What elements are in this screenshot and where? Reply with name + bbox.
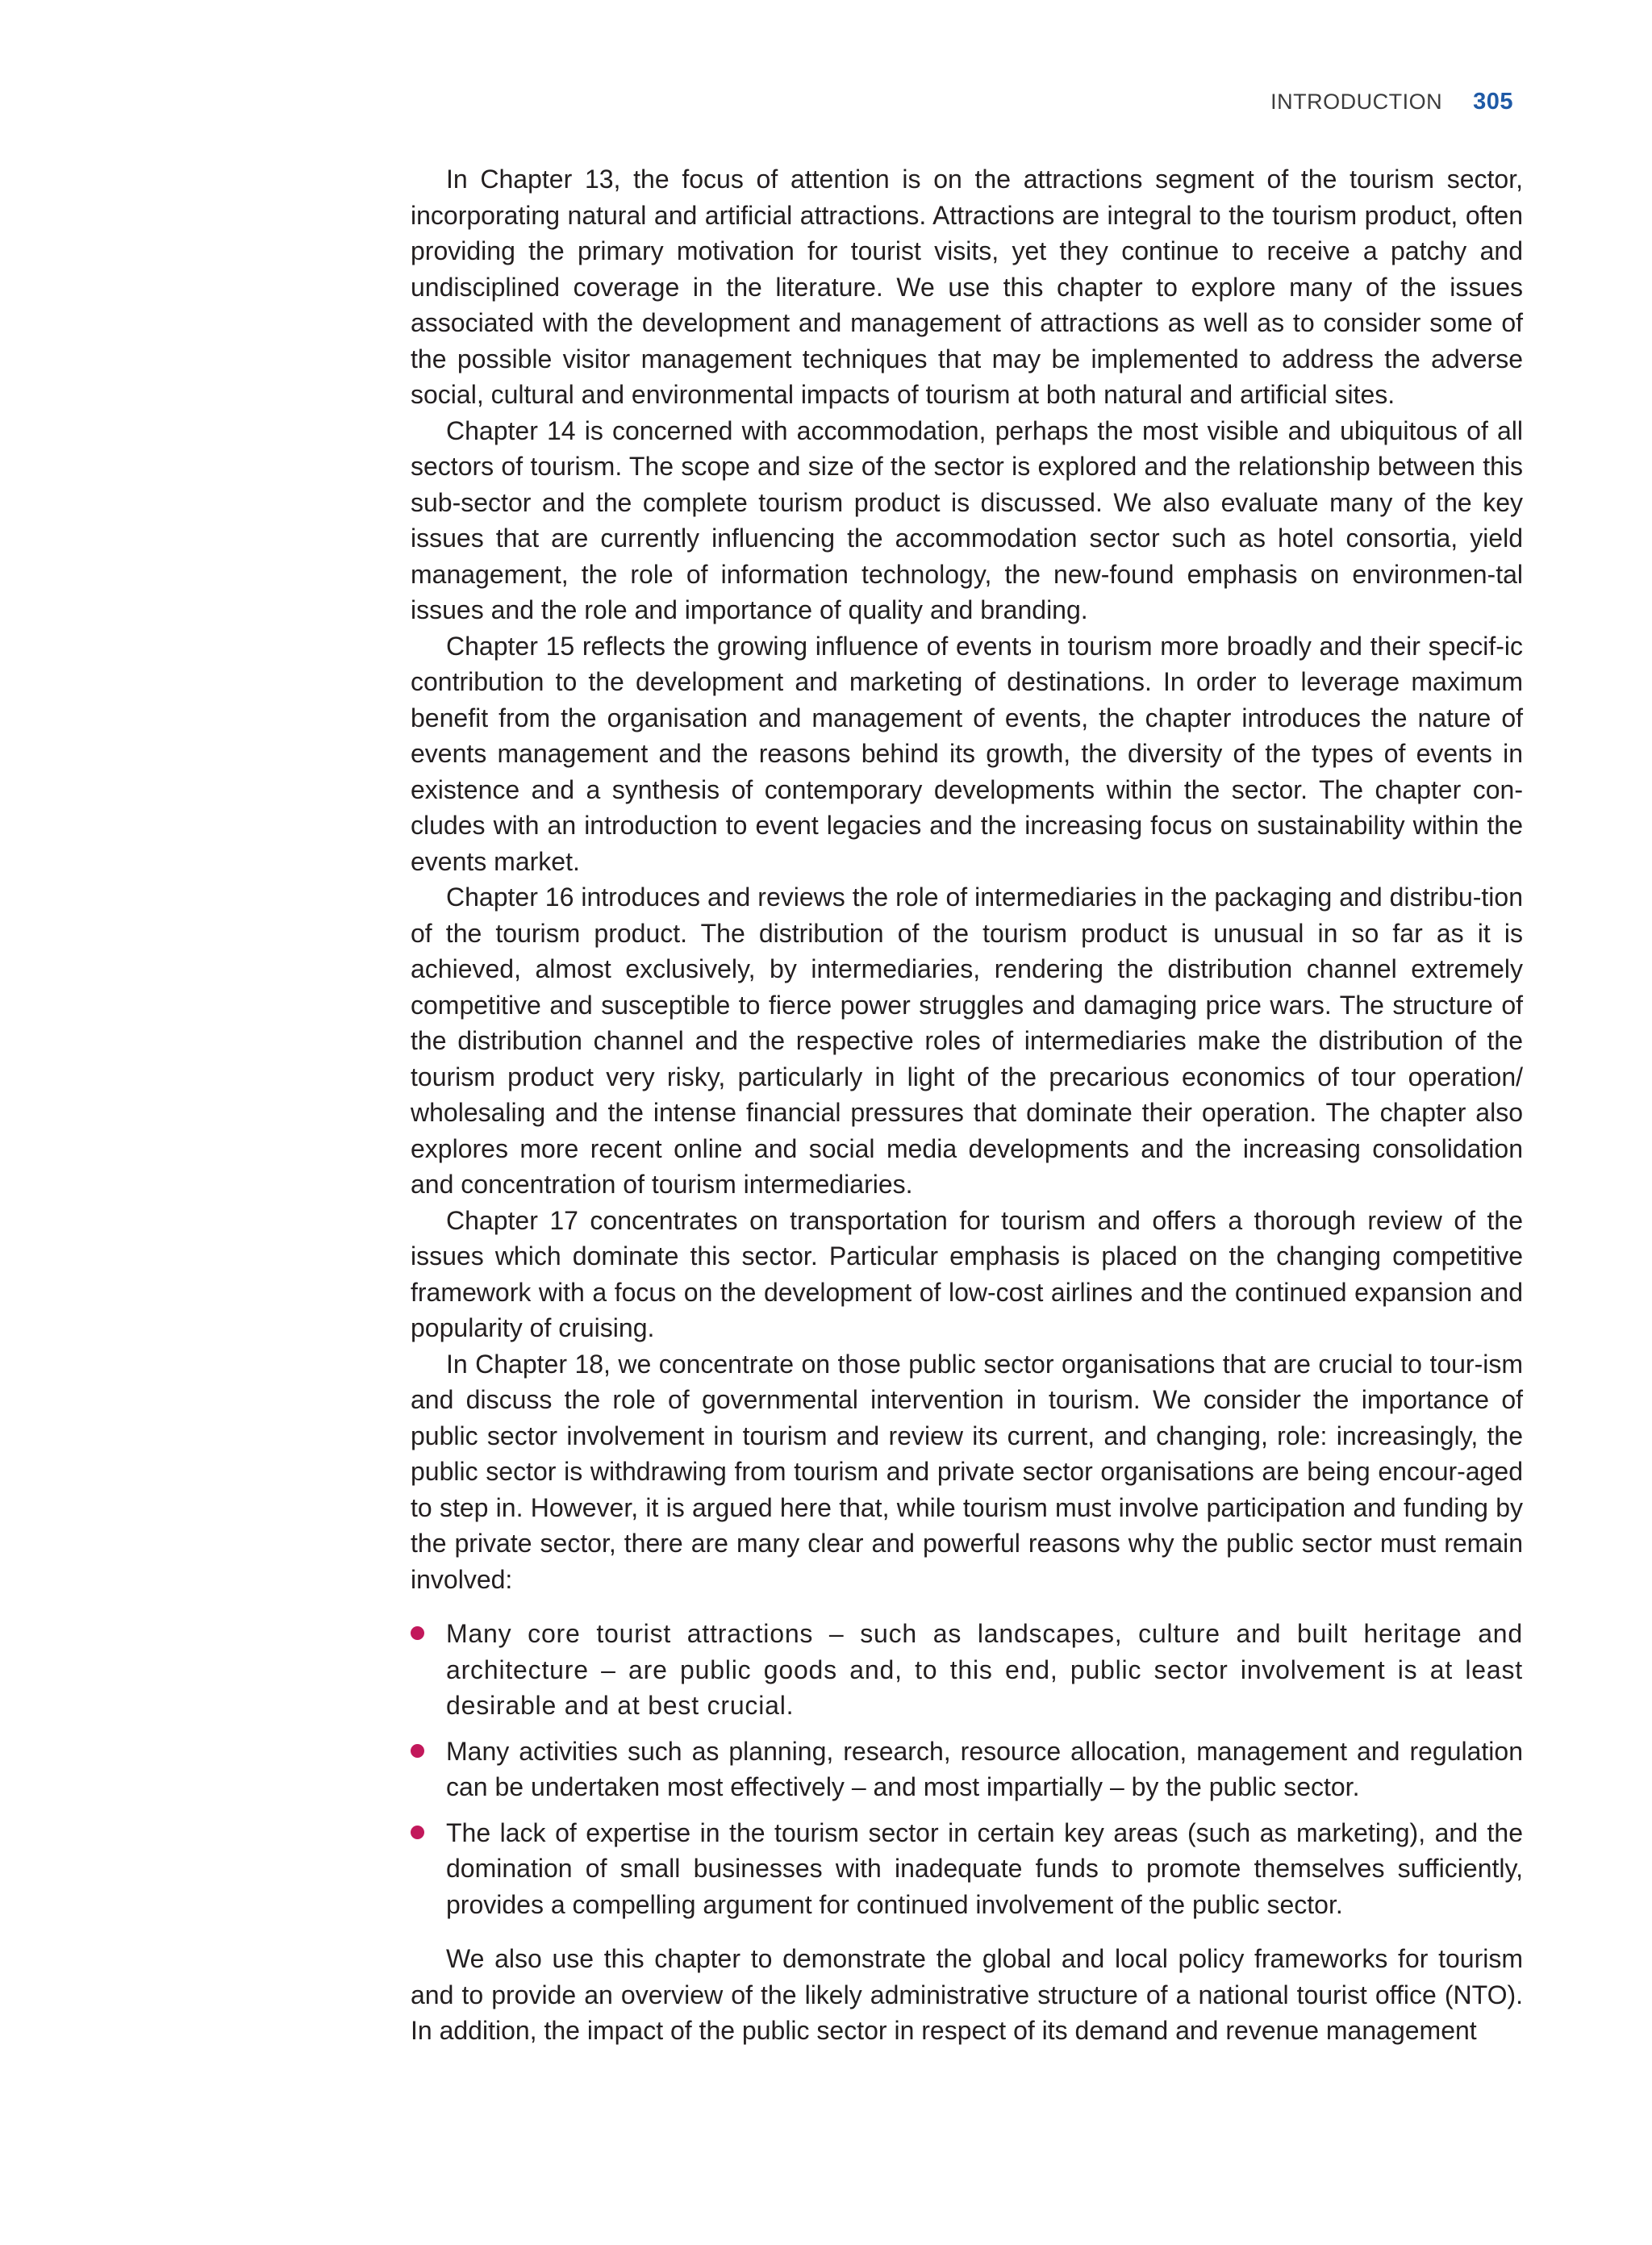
bullet-item bbox=[411, 1616, 1523, 1724]
bullet-dot-icon bbox=[411, 1826, 424, 1839]
paragraph-chapter-18: In Chapter 18, we concentrate on those public sector organisations that are crucial to tour-ism and discuss the role of governmental intervention in tourism. We consider the importance of public sector involvement in tourism and review its current, and changing, role: increasingly, the public sector is withdrawing from tourism and private sector organisations are being encour-aged to step in. However, it is argued here that, while tourism must involve participation and funding by the private sector, there are many clear and powerful reasons why the public sector must remain involved: bbox=[411, 1349, 1523, 1594]
paragraph-chapter-14: Chapter 14 is concerned with accommodation, perhaps the most visible and ubiquitous of all sectors of tourism. The scope and size of the sector is explored and the relationship between this sub-sector and the complete tourism product is discussed. We also evaluate many of the key issues that are currently influencing the accommodation sector such as hotel consortia, yield management, the role of information technology, the new-found emphasis on environmen-tal issues and the role and importance of quality and branding. bbox=[411, 415, 1523, 624]
paragraph-chapter-17: Chapter 17 concentrates on transportation for tourism and offers a thorough review of the issues which dominate this sector. Particular emphasis is placed on the changing competitive framework with a focus on the development of low-cost airlines and the continued expansion and popularity of cruising. bbox=[411, 1205, 1523, 1342]
bullet-text: Many activities such as planning, research, resource allocation, management and regulation can be undertaken most effectively – and most impartially – by the public sector. bbox=[446, 1736, 1523, 1801]
paragraph-chapter-13: In Chapter 13, the focus of attention is on the attractions segment of the tourism sector, incorporating natural and artificial attractions. Attractions are integral to the tourism product, often providing the primary motivation for tourist visits, yet they continue to receive a patchy and undisciplined coverage in the literature. We use this chapter to explore many of the issues associated with the development and management of attractions as well as to consider some of the possible visitor management techniques that may be implemented to address the adverse social, cultural and environmental impacts of tourism at both natural and artificial sites. bbox=[411, 165, 1523, 409]
running-head-section: INTRODUCTION bbox=[1270, 90, 1443, 114]
bullet-dot-icon bbox=[411, 1744, 424, 1758]
bullet-list bbox=[411, 1616, 1523, 1922]
running-head bbox=[1270, 86, 1513, 118]
paragraph-chapter-15: Chapter 15 reflects the growing influence of events in tourism more broadly and their specif-ic contribution to the development and marketing of destinations. In order to leverage maximum benefit from the organisation and management of events, the chapter introduces the nature of events management and the reasons behind its growth, the diversity of the types of events in existence and a synthesis of contemporary developments within the sector. The chapter con-cludes with an introduction to event legacies and the increasing focus on sustainability within the events market. bbox=[411, 631, 1523, 876]
bullet-item bbox=[411, 1734, 1523, 1805]
page-number: 305 bbox=[1473, 89, 1513, 115]
paragraph-chapter-16: Chapter 16 introduces and reviews the role of intermediaries in the packaging and distribu-tion of the tourism product. The distribution of the tourism product is unusual in so far as it is achieved, almost exclusively, by intermediaries, rendering the distribution channel extremely competitive and susceptible to fierce power struggles and damaging price wars. The structure of the distribution channel and the respective roles of intermediaries make the distribution of the tourism product very risky, particularly in light of the precarious economics of tour operation/ wholesaling and the intense financial pressures that dominate their operation. The chapter also explores more recent online and social media developments and the increasing consolidation and concentration of tourism intermediaries. bbox=[411, 883, 1523, 1199]
bullet-dot-icon bbox=[411, 1626, 424, 1640]
bullet-item bbox=[411, 1815, 1523, 1923]
bullet-text: Many core tourist attractions – such as landscapes, culture and built heritage and architecture – are public goods and, to this end, public sector involvement is at least desirable and at best crucial. bbox=[446, 1619, 1523, 1720]
paragraph-closing: We also use this chapter to demonstrate the global and local policy frameworks for tourism and to provide an overview of the likely administrative structure of a national tourist office (NTO). In addition, the impact of the public sector in respect of its demand and revenue management bbox=[411, 1944, 1523, 2045]
body-text bbox=[411, 161, 1523, 2049]
bullet-text: The lack of expertise in the tourism sector in certain key areas (such as marketing), and the domination of small businesses with inadequate funds to promote themselves sufficiently, provides a compelling argument for continued involvement of the public sector. bbox=[446, 1817, 1523, 1919]
